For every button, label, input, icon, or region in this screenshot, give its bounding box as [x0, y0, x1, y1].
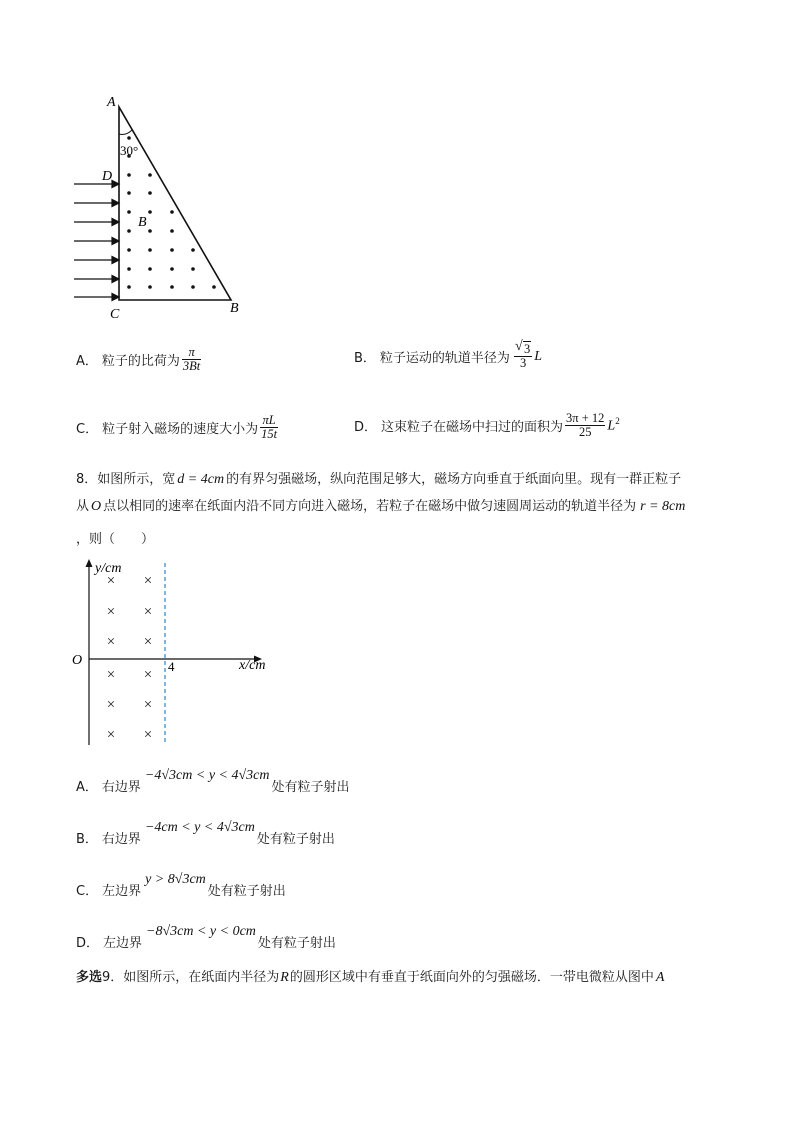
- tail-var-letter: L: [607, 418, 616, 434]
- field-dot: [148, 267, 152, 271]
- y-axis-label: y/cm: [95, 561, 122, 576]
- option-expression: −4√3cm < y < 4√3cm: [144, 768, 270, 783]
- denominator: 15t: [261, 427, 278, 442]
- field-cross: ×: [106, 604, 116, 620]
- numerator: πL: [260, 414, 278, 428]
- origin-label: O: [72, 653, 83, 668]
- field-dot: [127, 229, 131, 233]
- field-cross: ×: [106, 573, 116, 589]
- y-axis-arrow: [86, 559, 93, 567]
- option-letter: A．: [76, 354, 98, 370]
- field-cross: ×: [106, 634, 116, 650]
- q8-text: ，则（ ）: [76, 532, 155, 547]
- field-dot: [148, 210, 152, 214]
- option-letter: C．: [76, 884, 99, 899]
- q8-text: 8．如图所示，宽: [76, 472, 176, 487]
- fraction: [182, 346, 201, 373]
- field-dot: [127, 173, 131, 177]
- q7-option-c: [76, 414, 278, 441]
- q9-stem: [76, 968, 664, 988]
- field-cross: ×: [106, 727, 116, 743]
- field-dot: [191, 248, 195, 252]
- field-dots: [127, 136, 216, 289]
- field-cross: ×: [143, 634, 153, 650]
- triangle-acb: [119, 107, 231, 300]
- field-cross: ×: [143, 697, 153, 713]
- field-dot: [148, 229, 152, 233]
- option-post: 处有粒子射出: [256, 832, 335, 847]
- field-dot: [127, 136, 131, 140]
- option-text: 粒子运动的轨道半径为: [379, 351, 510, 367]
- field-dot: [148, 285, 152, 289]
- option-pre: 左边界: [102, 884, 142, 899]
- numerator: π: [182, 346, 201, 360]
- denominator: 25: [578, 425, 592, 440]
- label-b-inner: B: [138, 215, 147, 230]
- field-dot: [148, 173, 152, 177]
- q9-text: 9．如图所示，在纸面内半径为: [102, 970, 280, 985]
- option-post: 处有粒子射出: [207, 884, 286, 899]
- option-pre: 左边界: [103, 936, 143, 951]
- figure-triangle-field: [60, 90, 260, 330]
- option-letter: B．: [354, 351, 376, 367]
- field-cross: ×: [143, 727, 153, 743]
- fraction: [514, 339, 532, 371]
- field-dot: [148, 191, 152, 195]
- q8-option-a: [76, 768, 350, 795]
- option-expression: −4cm < y < 4√3cm: [144, 820, 255, 835]
- field-dot: [127, 267, 131, 271]
- q8-stem-line1: [76, 470, 681, 490]
- q8-option-b: [76, 820, 335, 847]
- option-text: 这束粒子在磁场中扫过的面积为: [381, 420, 564, 436]
- arrow: [74, 219, 119, 226]
- label-a: A: [107, 95, 116, 110]
- numerator: √ 3: [514, 339, 531, 356]
- option-letter: B．: [76, 832, 98, 847]
- option-post: 处有粒子射出: [271, 780, 350, 795]
- arrow: [74, 200, 119, 207]
- multi-select-tag: 多选: [76, 970, 103, 985]
- incident-arrows: [74, 181, 119, 301]
- figure-coordinate-field: [68, 555, 288, 750]
- fraction: [260, 414, 278, 441]
- field-dot: [170, 285, 174, 289]
- label-b-corner: B: [230, 301, 239, 316]
- radicand: 3: [523, 342, 531, 356]
- field-cross: ×: [143, 604, 153, 620]
- label-angle: 30°: [120, 143, 139, 158]
- field-cross: ×: [143, 667, 153, 683]
- label-c: C: [110, 307, 120, 322]
- q8-stem-line3: [76, 530, 154, 550]
- option-pre: 右边界: [101, 780, 141, 795]
- q8-option-c: [76, 872, 286, 899]
- option-letter: D．: [76, 936, 100, 951]
- q8-text: 点以相同的速率在纸面内沿不同方向进入磁场，若粒子在磁场中做匀速圆周运动的轨道半径为: [103, 499, 637, 514]
- option-expression: −8√3cm < y < 0cm: [146, 924, 256, 939]
- o-var: O: [91, 499, 102, 514]
- q7-option-a: [76, 346, 201, 373]
- option-expression: y > 8√3cm: [145, 872, 206, 887]
- field-dot: [127, 285, 131, 289]
- field-cross: ×: [106, 697, 116, 713]
- q9-text: 的圆形区域中有垂直于纸面向外的匀强磁场．一带电微粒从图中: [289, 970, 654, 985]
- denominator: 3Bt: [182, 359, 201, 374]
- angle-arc: [119, 130, 132, 135]
- arrow: [74, 181, 119, 188]
- option-post: 处有粒子射出: [257, 936, 336, 951]
- field-dot: [191, 267, 195, 271]
- arrow: [74, 294, 119, 301]
- numerator: 3π + 12: [566, 411, 605, 425]
- label-d: D: [102, 169, 113, 184]
- q7-option-b: [354, 339, 542, 371]
- field-dot: [191, 285, 195, 289]
- field-dot: [127, 248, 131, 252]
- tail-var: [607, 416, 619, 435]
- option-pre: 右边界: [101, 832, 141, 847]
- fraction: [565, 412, 605, 439]
- field-dot: [212, 285, 216, 289]
- field-cross: ×: [143, 573, 153, 589]
- q8-option-d: [76, 924, 336, 951]
- r-var: R: [280, 970, 289, 985]
- field-dot: [170, 248, 174, 252]
- q8-text: 从: [76, 499, 90, 514]
- arrow: [74, 276, 119, 283]
- q7-option-d: [354, 412, 620, 439]
- q8-text: 的有界匀强磁场，纵向范围足够大，磁场方向垂直于纸面向里。现有一群正粒子: [226, 472, 682, 487]
- arrow: [74, 238, 119, 245]
- q8-stem-line2: [76, 497, 685, 517]
- x-axis-label: x/cm: [239, 658, 266, 673]
- option-text: 粒子射入磁场的速度大小为: [102, 422, 259, 438]
- d-expression: d = 4cm: [177, 472, 225, 487]
- field-dot: [170, 229, 174, 233]
- option-text: 粒子的比荷为: [101, 354, 180, 370]
- option-letter: A．: [76, 780, 98, 795]
- field-dot: [127, 210, 131, 214]
- field-cross: ×: [106, 667, 116, 683]
- denominator: 3: [519, 356, 527, 371]
- option-letter: C．: [76, 422, 99, 438]
- r-expression: r = 8cm: [640, 499, 686, 514]
- field-dot: [127, 191, 131, 195]
- field-dot: [170, 210, 174, 214]
- tick-label: 4: [168, 659, 175, 674]
- option-letter: D．: [354, 420, 378, 436]
- tail-var: L: [534, 348, 542, 364]
- tail-exponent: 2: [615, 416, 620, 427]
- field-crosses: [107, 573, 152, 743]
- a-var: A: [655, 970, 665, 985]
- arrow: [74, 257, 119, 264]
- field-dot: [170, 267, 174, 271]
- field-dot: [148, 248, 152, 252]
